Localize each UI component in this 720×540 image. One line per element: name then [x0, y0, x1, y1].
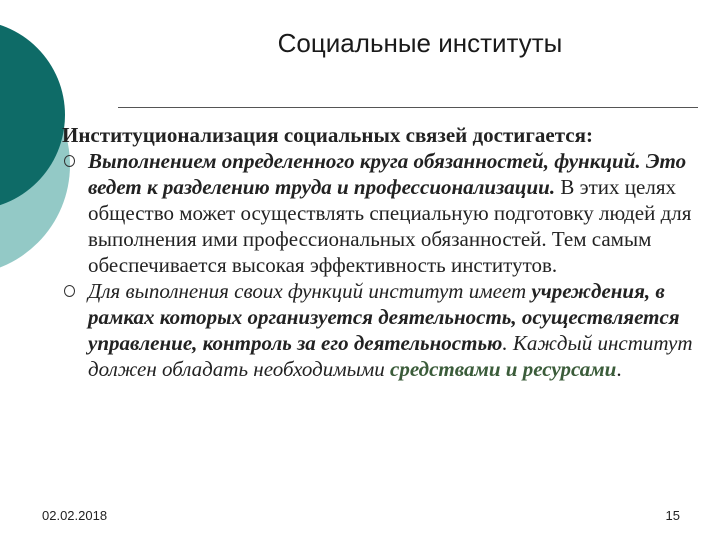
bullet-2-part-1: Для выполнения своих функций институт имеет	[88, 279, 532, 303]
footer-date: 02.02.2018	[42, 508, 108, 523]
bullet-1-emphasis: Выполнением определенного круга обязанностей, функций. Это ведет к разделению труда и профессионализации.	[88, 149, 687, 199]
content-heading: Институционализация социальных связей достигается:	[62, 123, 593, 147]
bullet-2-part-3: . Каждый институт должен обладать необходимыми	[88, 331, 693, 381]
slide-title: Социальные институты	[277, 28, 563, 58]
bullet-circle-icon	[64, 285, 75, 297]
title-divider	[118, 107, 698, 108]
bullet-circle-icon	[64, 155, 75, 167]
bullet-item-1	[62, 148, 710, 278]
bullet-2-emphasis: учреждения, в рамках которых организуется деятельность, осуществляется управление, контроль за его деятельностью	[88, 279, 680, 355]
bullet-item-2	[62, 278, 710, 382]
page-number: 15	[665, 508, 680, 523]
slide-content	[62, 122, 710, 382]
bullet-1-text: В этих целях общество может осуществлять специальную подготовку людей для выполнения ими профессиональных обязанностей. Тем самым обеспечивается высокая эффективность институтов.	[88, 175, 692, 277]
bullet-2-resources: средствами и ресурсами	[390, 357, 617, 381]
bullet-2-period: .	[616, 357, 622, 381]
